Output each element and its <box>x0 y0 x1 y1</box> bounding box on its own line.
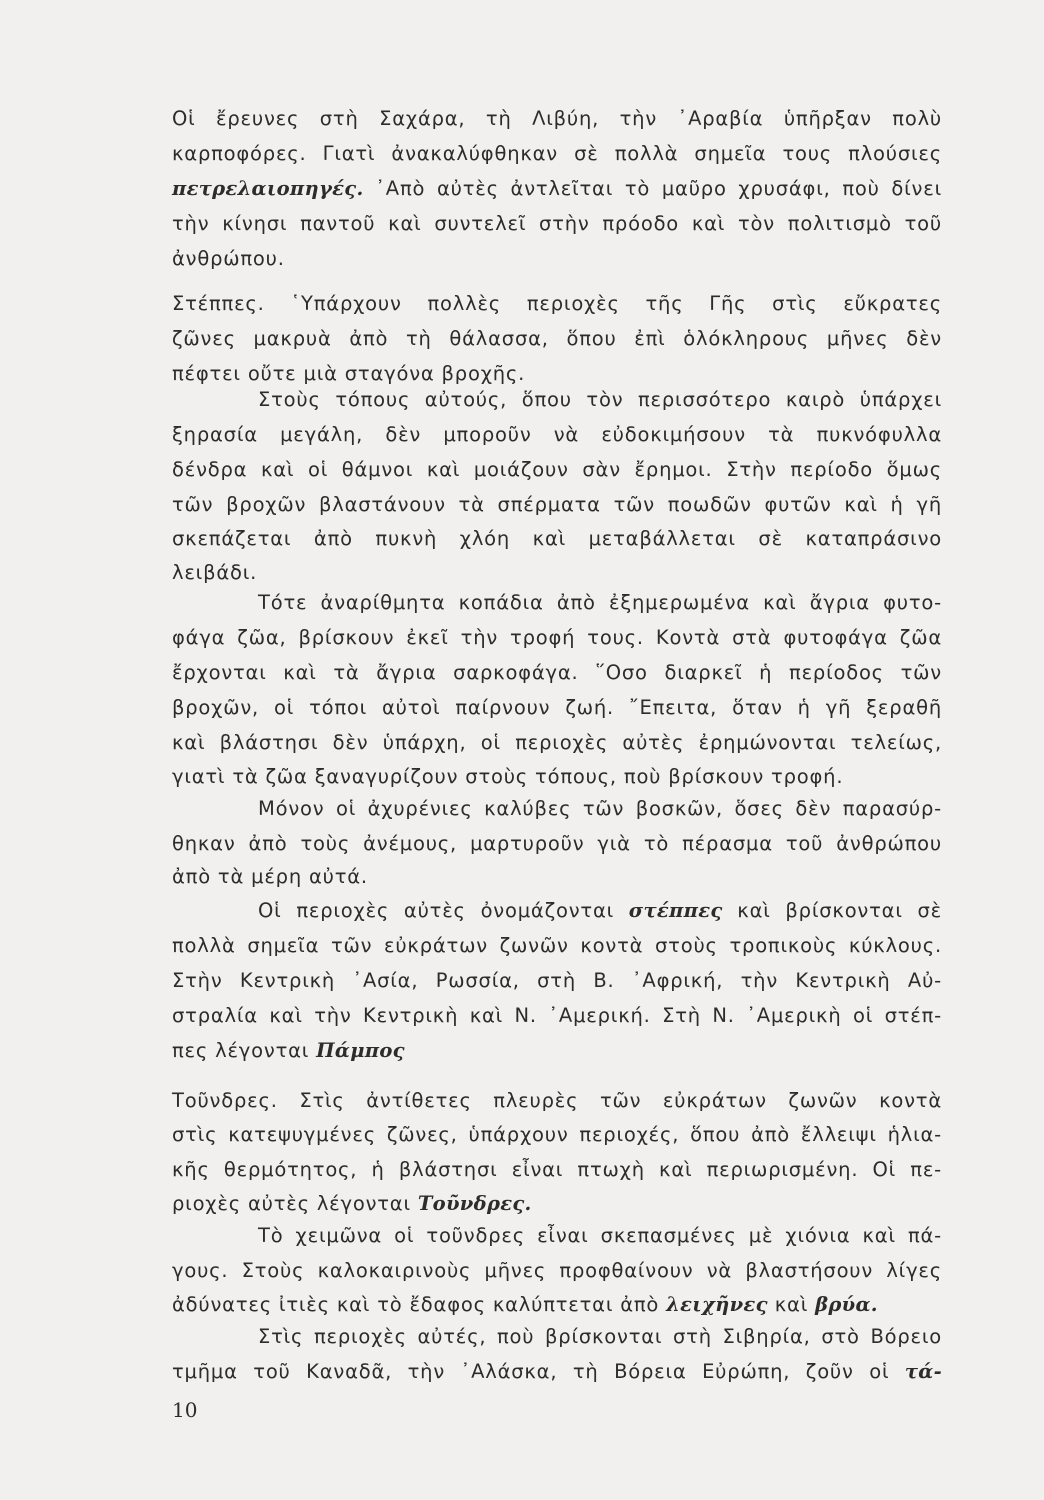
text-line: σκεπάζεται ἀπὸ πυκνὴ χλόη καὶ μεταβάλλεται σὲ καταπράσινο <box>172 527 942 550</box>
text-line: τμῆμα τοῦ Καναδᾶ, τὴν ᾿Αλάσκα, τὴ Βόρεια Εὐρώπη, ζοῦν οἱ τά- <box>172 1360 943 1383</box>
text-line: καρποφόρες. Γιατὶ ἀνακαλύφθηκαν σὲ πολλὰ σημεῖα τους πλούσιες <box>172 142 942 165</box>
text-line: ἀπὸ τὰ μέρη αὐτά. <box>172 865 368 888</box>
text-line: πετρελαιοπηγές. ᾿Απὸ αὐτὲς ἀντλεῖται τὸ μαῦρο χρυσάφι, ποὺ δίνει <box>172 177 942 200</box>
text-line: Οἱ ἔρευνες στὴ Σαχάρα, τὴ Λιβύη, τὴν ᾿Αραβία ὑπῆρξαν πολὺ <box>172 107 942 130</box>
text-line: φάγα ζῶα, βρίσκουν ἐκεῖ τὴν τροφή τους. Κοντὰ στὰ φυτοφάγα ζῶα <box>172 626 942 649</box>
emphasis-term: λειχῆνες <box>666 1293 768 1316</box>
text-line: γιατὶ τὰ ζῶα ξαναγυρίζουν στοὺς τόπους, ποὺ βρίσκουν τροφή. <box>172 765 844 788</box>
text-line: βροχῶν, οἱ τόποι αὐτοὶ παίρνουν ζωή. ῎Επειτα, ὅταν ἡ γῆ ξεραθῆ <box>172 696 942 719</box>
text-line: τὴν κίνησι παντοῦ καὶ συντελεῖ στὴν πρόοδο καὶ τὸν πολιτισμὸ τοῦ <box>172 212 942 235</box>
text-line: Τοῦνδρες. Στὶς ἀντίθετες πλευρὲς τῶν εὐκράτων ζωνῶν κοντὰ <box>172 1089 942 1112</box>
text-line: ξηρασία μεγάλη, δὲν μποροῦν νὰ εὐδοκιμήσουν τὰ πυκνόφυλλα <box>172 423 942 446</box>
emphasis-term: τά- <box>904 1360 943 1383</box>
page-number: 10 <box>172 1398 198 1422</box>
text-line: Οἱ περιοχὲς αὐτὲς ὀνομάζονται στέππες καὶ βρίσκονται σὲ <box>258 899 942 922</box>
text-line: στὶς κατεψυγμένες ζῶνες, ὑπάρχουν περιοχές, ὅπου ἀπὸ ἔλλειψι ἡλια- <box>172 1123 942 1146</box>
text-line: Στὴν Κεντρικὴ ᾿Ασία, Ρωσσία, στὴ Β. ᾿Αφρική, τὴν Κεντρικὴ Αὐ- <box>172 969 942 992</box>
text-line: ριοχὲς αὐτὲς λέγονται Τοῦνδρες. <box>172 1192 532 1215</box>
text-line: κῆς θερμότητος, ἡ βλάστησι εἶναι πτωχὴ καὶ περιωρισμένη. Οἱ πε- <box>172 1158 942 1181</box>
text-line: Μόνον οἱ ἀχυρένιες καλύβες τῶν βοσκῶν, ὅσες δὲν παρασύρ- <box>258 797 942 820</box>
text-line: Τὸ χειμῶνα οἱ τοῦνδρες εἶναι σκεπασμένες μὲ χιόνια καὶ πά- <box>258 1224 942 1247</box>
text-line: πέφτει οὔτε μιὰ σταγόνα βροχῆς. <box>172 362 526 385</box>
text-line: καὶ βλάστησι δὲν ὑπάρχη, οἱ περιοχὲς αὐτὲς ἐρημώνονται τελείως, <box>172 731 942 754</box>
text-line: λειβάδι. <box>172 561 258 584</box>
text-line: δένδρα καὶ οἱ θάμνοι καὶ μοιάζουν σὰν ἔρημοι. Στὴν περίοδο ὅμως <box>172 458 942 481</box>
text-line: στραλία καὶ τὴν Κεντρικὴ καὶ Ν. ᾿Αμερική. Στὴ Ν. ᾿Αμερικὴ οἱ στέπ- <box>172 1004 942 1027</box>
text-line: ἔρχονται καὶ τὰ ἄγρια σαρκοφάγα. ῞Οσο διαρκεῖ ἡ περίοδος τῶν <box>172 661 942 684</box>
text-line: ἀδύνατες ἰτιὲς καὶ τὸ ἔδαφος καλύπτεται ἀπὸ λειχῆνες καὶ βρύα. <box>172 1293 878 1316</box>
text-line: γους. Στοὺς καλοκαιρινοὺς μῆνες προφθαίνουν νὰ βλαστήσουν λίγες <box>172 1259 942 1282</box>
emphasis-term: Τοῦνδρες. <box>417 1192 532 1215</box>
emphasis-term: Πάμπος <box>316 1039 405 1062</box>
text-line: ζῶνες μακρυὰ ἀπὸ τὴ θάλασσα, ὅπου ἐπὶ ὁλόκληρους μῆνες δὲν <box>172 327 942 350</box>
text-line: Τότε ἀναρίθμητα κοπάδια ἀπὸ ἐξημερωμένα καὶ ἄγρια φυτο- <box>258 591 942 614</box>
text-line: Στέππες. ῾Υπάρχουν πολλὲς περιοχὲς τῆς Γῆς στὶς εὔκρατες <box>172 292 942 315</box>
section-heading: Στέππες. <box>172 292 265 315</box>
text-line: πολλὰ σημεῖα τῶν εὐκράτων ζωνῶν κοντὰ στοὺς τροπικοὺς κύκλους. <box>172 934 942 957</box>
text-line: θηκαν ἀπὸ τοὺς ἀνέμους, μαρτυροῦν γιὰ τὸ πέρασμα τοῦ ἀνθρώπου <box>172 832 942 855</box>
text-line: Στὶς περιοχὲς αὐτές, ποὺ βρίσκονται στὴ Σιβηρία, στὸ Βόρειο <box>258 1325 942 1348</box>
text-line: Στοὺς τόπους αὐτούς, ὅπου τὸν περισσότερο καιρὸ ὑπάρχει <box>258 388 942 411</box>
section-heading: Τοῦνδρες. <box>172 1089 278 1112</box>
text-line: ἀνθρώπου. <box>172 247 285 270</box>
emphasis-term: βρύα. <box>815 1293 878 1316</box>
text-line: τῶν βροχῶν βλαστάνουν τὰ σπέρματα τῶν ποωδῶν φυτῶν καὶ ἡ γῆ <box>172 493 942 516</box>
emphasis-term: πετρελαιοπηγές. <box>172 177 364 200</box>
emphasis-term: στέππες <box>628 899 723 922</box>
text-line: πες λέγονται Πάμπος <box>172 1039 405 1062</box>
